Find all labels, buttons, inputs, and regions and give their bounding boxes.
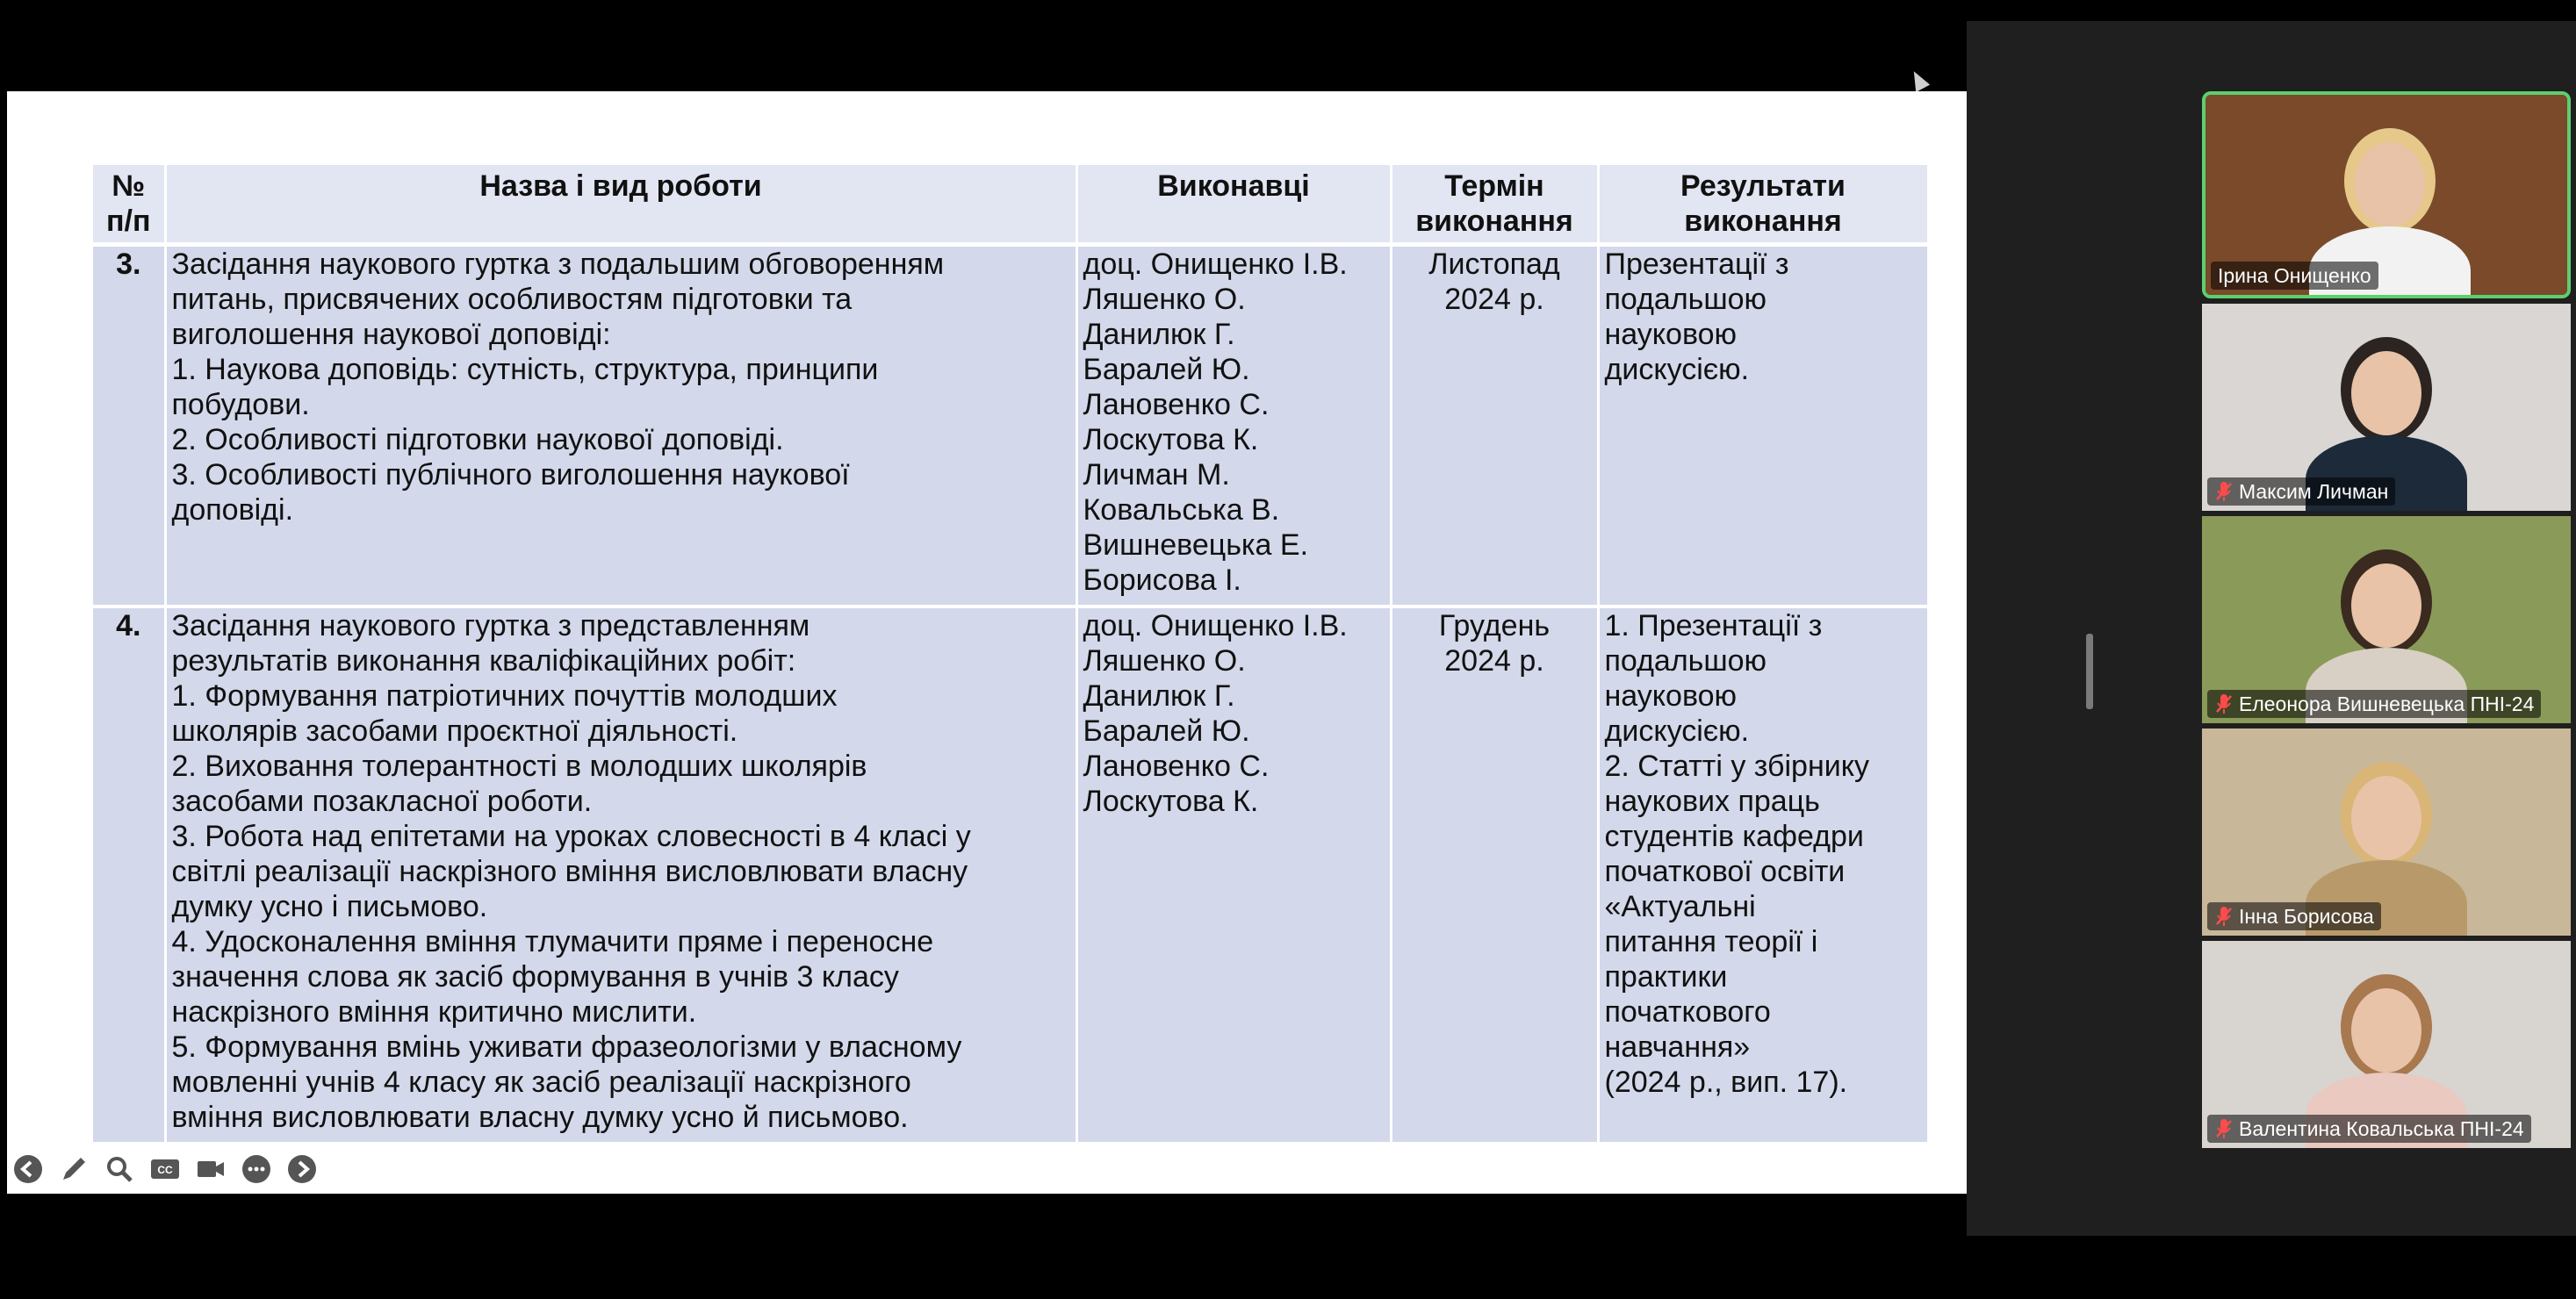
top-black-bar (0, 0, 1967, 91)
term-cell-line: 2024 р. (1444, 283, 1544, 316)
work-description-line: школярів засобами проєктної діяльності. (171, 714, 738, 748)
executors-list-line: Лоскутова К. (1083, 785, 1259, 818)
participant-tile[interactable] (2202, 728, 2571, 936)
results-cell-line: дискусією. (1604, 714, 1750, 748)
pen-icon[interactable] (54, 1150, 93, 1188)
participant-tile[interactable] (2202, 304, 2571, 511)
work-description-line: виголошення наукової доповіді: (171, 318, 611, 351)
executors-list-line: доц. Онищенко І.В. (1083, 609, 1348, 642)
participant-name-label (2211, 262, 2378, 290)
header-executors-line: Виконавці (1157, 169, 1310, 203)
header-results-line: Результати (1680, 169, 1846, 203)
results-cell-line: 1. Презентації з (1604, 609, 1823, 642)
work-description-line: наскрізного вміння критично мислити. (171, 995, 697, 1029)
executors-list-line: Баралей Ю. (1083, 714, 1250, 748)
back-icon[interactable] (9, 1150, 47, 1188)
work-description-line: засобами позакласної роботи. (171, 785, 593, 818)
work-description-line: 2. Особливості підготовки наукової доповіді. (171, 423, 784, 456)
work-description-line: думку усно і письмово. (171, 890, 488, 923)
table-header-row (93, 165, 1928, 245)
work-description-line: 1. Наукова доповідь: сутність, структура, принципи (171, 353, 879, 386)
participant-name: Інна Борисова (2239, 905, 2374, 928)
captions-icon[interactable] (146, 1150, 184, 1188)
results-cell-line: подальшою (1604, 644, 1767, 678)
executors-list-line: Лановенко С. (1083, 750, 1270, 783)
term-cell (1391, 606, 1598, 1144)
mic-muted-icon (2214, 905, 2234, 928)
work-description-line: світлі реалізації наскрізного вміння висловлювати власну (171, 855, 968, 888)
executors-list-line: Лоскутова К. (1083, 423, 1259, 456)
zoom-icon[interactable] (100, 1150, 139, 1188)
slide-toolbar (9, 1150, 321, 1188)
header-title (165, 165, 1076, 245)
term-cell-line: Грудень (1438, 609, 1551, 642)
term-cell (1391, 245, 1598, 607)
forward-icon[interactable] (283, 1150, 321, 1188)
work-description-line: Засідання наукового гуртка з подальшим обговоренням (171, 248, 945, 281)
results-cell-line: 2. Статті у збірнику (1604, 750, 1869, 783)
work-description-line: побудови. (171, 388, 310, 421)
header-num (93, 165, 165, 245)
row-number: 4. (93, 606, 165, 1144)
work-description-line: 2. Виховання толерантності в молодших школярів (171, 750, 867, 783)
participant-figure (2351, 563, 2421, 648)
participant-name-label (2207, 690, 2541, 718)
results-cell-line: подальшою (1604, 283, 1767, 316)
work-description-line: значення слова як засіб формування в учнів 3 класу (171, 960, 899, 994)
row-number: 3. (93, 245, 165, 607)
participant-tile[interactable] (2202, 941, 2571, 1148)
results-cell-line: початкового (1604, 995, 1771, 1029)
header-results (1598, 165, 1928, 245)
work-description-line: результатів виконання кваліфікаційних робіт: (171, 644, 796, 678)
results-cell-line: навчання» (1604, 1030, 1751, 1064)
header-results-line: виконання (1684, 205, 1842, 238)
results-cell-line: дискусією. (1604, 353, 1750, 386)
svg-text:CC: CC (157, 1164, 173, 1176)
table-row (93, 606, 1928, 1144)
participant-name-label (2207, 477, 2395, 506)
results-cell-line: (2024 р., вип. 17). (1604, 1066, 1848, 1099)
work-description-line: 3. Особливості публічного виголошення наукової (171, 458, 850, 492)
header-term-line: виконання (1415, 205, 1573, 238)
results-cell-line: Презентації з (1604, 248, 1789, 281)
participant-name-label (2207, 902, 2381, 930)
executors-list-line: Личман М. (1083, 458, 1230, 492)
term-cell-line: 2024 р. (1444, 644, 1544, 678)
header-term (1391, 165, 1598, 245)
results-cell-line: «Актуальні (1604, 890, 1756, 923)
executors-list (1076, 606, 1391, 1144)
header-num-line: п/п (105, 205, 151, 238)
header-num-line: № (112, 169, 146, 203)
executors-list-line: Борисова І. (1083, 563, 1241, 597)
work-description-line: мовленні учнів 4 класу як засіб реалізації наскрізного (171, 1066, 911, 1099)
work-description (165, 606, 1076, 1144)
participant-figure (2351, 988, 2421, 1073)
participant-tile[interactable] (2202, 516, 2571, 723)
results-cell (1598, 245, 1928, 607)
work-description-line: вміння висловлювати власну думку усно й письмово. (171, 1101, 909, 1134)
participant-name: Максим Личман (2239, 480, 2389, 503)
work-description (165, 245, 1076, 607)
executors-list-line: Данилюк Г. (1083, 318, 1235, 351)
participant-name: Валентина Ковальська ПНІ-24 (2239, 1117, 2524, 1140)
header-term-line: Термін (1444, 169, 1544, 203)
results-cell (1598, 606, 1928, 1144)
header-executors (1076, 165, 1391, 245)
results-cell-line: наукових праць (1604, 785, 1820, 818)
participant-figure (2351, 351, 2421, 435)
executors-list-line: Ковальська В. (1083, 493, 1280, 527)
mic-muted-icon (2214, 693, 2234, 715)
executors-list-line: доц. Онищенко І.В. (1083, 248, 1348, 281)
executors-list-line: Баралей Ю. (1083, 353, 1250, 386)
participant-figure (2355, 142, 2425, 226)
participant-name-label (2207, 1115, 2531, 1143)
work-description-line: 5. Формування вмінь уживати фразеологізми у власному (171, 1030, 962, 1064)
executors-list-line: Данилюк Г. (1083, 679, 1235, 713)
work-plan-table (93, 165, 1930, 1145)
participant-name: Елеонора Вишневецька ПНІ-24 (2239, 693, 2535, 715)
results-cell-line: питання теорії і (1604, 925, 1818, 958)
executors-list-line: Ляшенко О. (1083, 283, 1246, 316)
executors-list (1076, 245, 1391, 607)
work-description-line: 1. Формування патріотичних почуттів молодших (171, 679, 838, 713)
executors-list-line: Лановенко С. (1083, 388, 1270, 421)
results-cell-line: студентів кафедри (1604, 820, 1864, 853)
term-cell-line: Листопад (1428, 248, 1560, 281)
more-icon[interactable] (237, 1150, 276, 1188)
results-cell-line: науковою (1604, 318, 1738, 351)
results-cell-line: початкової освіти (1604, 855, 1846, 888)
work-description-line: 3. Робота над епітетами на уроках словесності в 4 класі у (171, 820, 971, 853)
camera-icon[interactable] (191, 1150, 230, 1188)
header-title-line: Назва і вид роботи (479, 169, 762, 203)
panel-resize-handle[interactable] (2086, 634, 2093, 709)
mic-muted-icon (2214, 1117, 2234, 1140)
shared-slide (7, 91, 1967, 1194)
participant-tile[interactable] (2202, 91, 2571, 298)
work-description-line: Засідання наукового гуртка з представленням (171, 609, 810, 642)
executors-list-line: Вишневецька Е. (1083, 528, 1309, 562)
work-description-line: питань, присвячених особливостям підготовки та (171, 283, 853, 316)
results-cell-line: науковою (1604, 679, 1738, 713)
mic-muted-icon (2214, 480, 2234, 503)
executors-list-line: Ляшенко О. (1083, 644, 1246, 678)
work-description-line: доповіді. (171, 493, 294, 527)
results-cell-line: практики (1604, 960, 1728, 994)
participant-name: Ірина Онищенко (2218, 264, 2371, 287)
participant-figure (2351, 776, 2421, 860)
work-description-line: 4. Удосконалення вміння тлумачити пряме і переносне (171, 925, 934, 958)
table-row (93, 245, 1928, 607)
